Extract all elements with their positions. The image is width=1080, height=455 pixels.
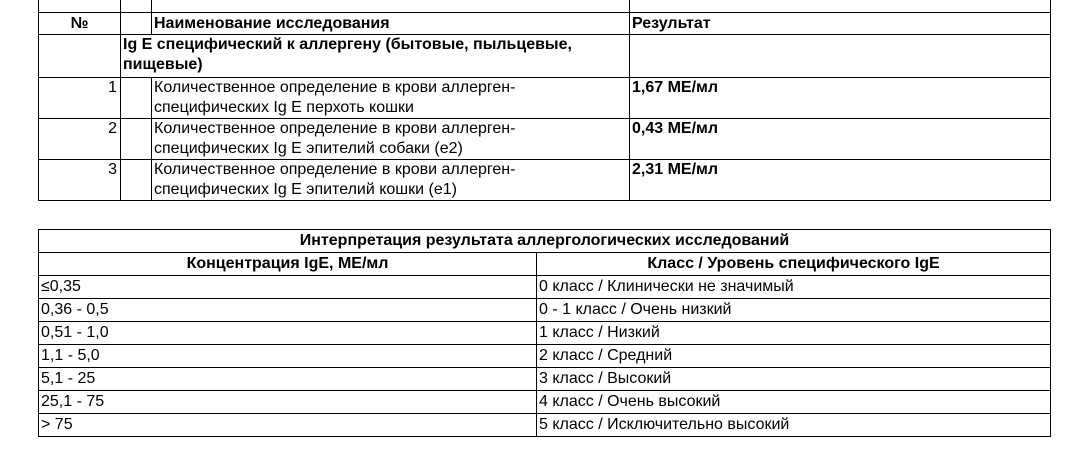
results-header-row bbox=[39, 13, 1051, 35]
table-row bbox=[39, 414, 1051, 437]
number-column-header: № bbox=[39, 13, 121, 35]
class-cell: 0 класс / Клинически не значимый bbox=[537, 276, 1051, 299]
name-column-header: Наименование исследования bbox=[152, 13, 630, 35]
row-flag-cell bbox=[121, 78, 152, 119]
class-cell: 0 - 1 класс / Очень низкий bbox=[537, 299, 1051, 322]
row-test-name: Количественное определение в крови аллерген-специфических Ig E эпителий кошки (е1) bbox=[152, 160, 630, 201]
table-row bbox=[39, 276, 1051, 299]
results-table bbox=[38, 0, 1051, 201]
row-test-name: Количественное определение в крови аллерген-специфических Ig E перхоть кошки bbox=[152, 78, 630, 119]
concentration-cell: 0,51 - 1,0 bbox=[39, 322, 537, 345]
concentration-cell: 5,1 - 25 bbox=[39, 368, 537, 391]
row-test-name: Количественное определение в крови аллерген-специфических Ig E эпителий собаки (е2) bbox=[152, 119, 630, 160]
row-flag-cell bbox=[121, 119, 152, 160]
class-cell: 4 класс / Очень высокий bbox=[537, 391, 1051, 414]
class-cell: 1 класс / Низкий bbox=[537, 322, 1051, 345]
concentration-cell: 1,1 - 5,0 bbox=[39, 345, 537, 368]
class-cell: 5 класс / Исключительно высокий bbox=[537, 414, 1051, 437]
row-index: 1 bbox=[39, 78, 121, 119]
group-row bbox=[39, 35, 1051, 78]
interpretation-title: Интерпретация результата аллергологических исследований bbox=[39, 230, 1051, 253]
concentration-cell: 25,1 - 75 bbox=[39, 391, 537, 414]
table-row bbox=[39, 119, 1051, 160]
row-index: 2 bbox=[39, 119, 121, 160]
table-row bbox=[39, 78, 1051, 119]
concentration-cell: 0,36 - 0,5 bbox=[39, 299, 537, 322]
table-row bbox=[39, 160, 1051, 201]
row-index: 3 bbox=[39, 160, 121, 201]
results-table-top-edge bbox=[39, 0, 1051, 13]
table-row bbox=[39, 299, 1051, 322]
table-row bbox=[39, 322, 1051, 345]
interpretation-table bbox=[38, 229, 1051, 437]
interpretation-title-row bbox=[39, 230, 1051, 253]
row-result: 2,31 МЕ/мл bbox=[630, 160, 1051, 201]
concentration-cell: > 75 bbox=[39, 414, 537, 437]
interpretation-header-row bbox=[39, 253, 1051, 276]
class-column-header: Класс / Уровень специфического IgE bbox=[537, 253, 1051, 276]
class-cell: 3 класс / Высокий bbox=[537, 368, 1051, 391]
row-flag-cell bbox=[121, 160, 152, 201]
concentration-column-header: Концентрация IgE, МЕ/мл bbox=[39, 253, 537, 276]
result-column-header: Результат bbox=[630, 13, 1051, 35]
class-cell: 2 класс / Средний bbox=[537, 345, 1051, 368]
flag-column-header bbox=[121, 13, 152, 35]
concentration-cell: ≤0,35 bbox=[39, 276, 537, 299]
row-result: 0,43 МЕ/мл bbox=[630, 119, 1051, 160]
row-result: 1,67 МЕ/мл bbox=[630, 78, 1051, 119]
table-row bbox=[39, 345, 1051, 368]
table-row bbox=[39, 368, 1051, 391]
table-row bbox=[39, 391, 1051, 414]
group-title: Ig E специфический к аллергену (бытовые, пыльцевые, пищевые) bbox=[121, 35, 630, 78]
